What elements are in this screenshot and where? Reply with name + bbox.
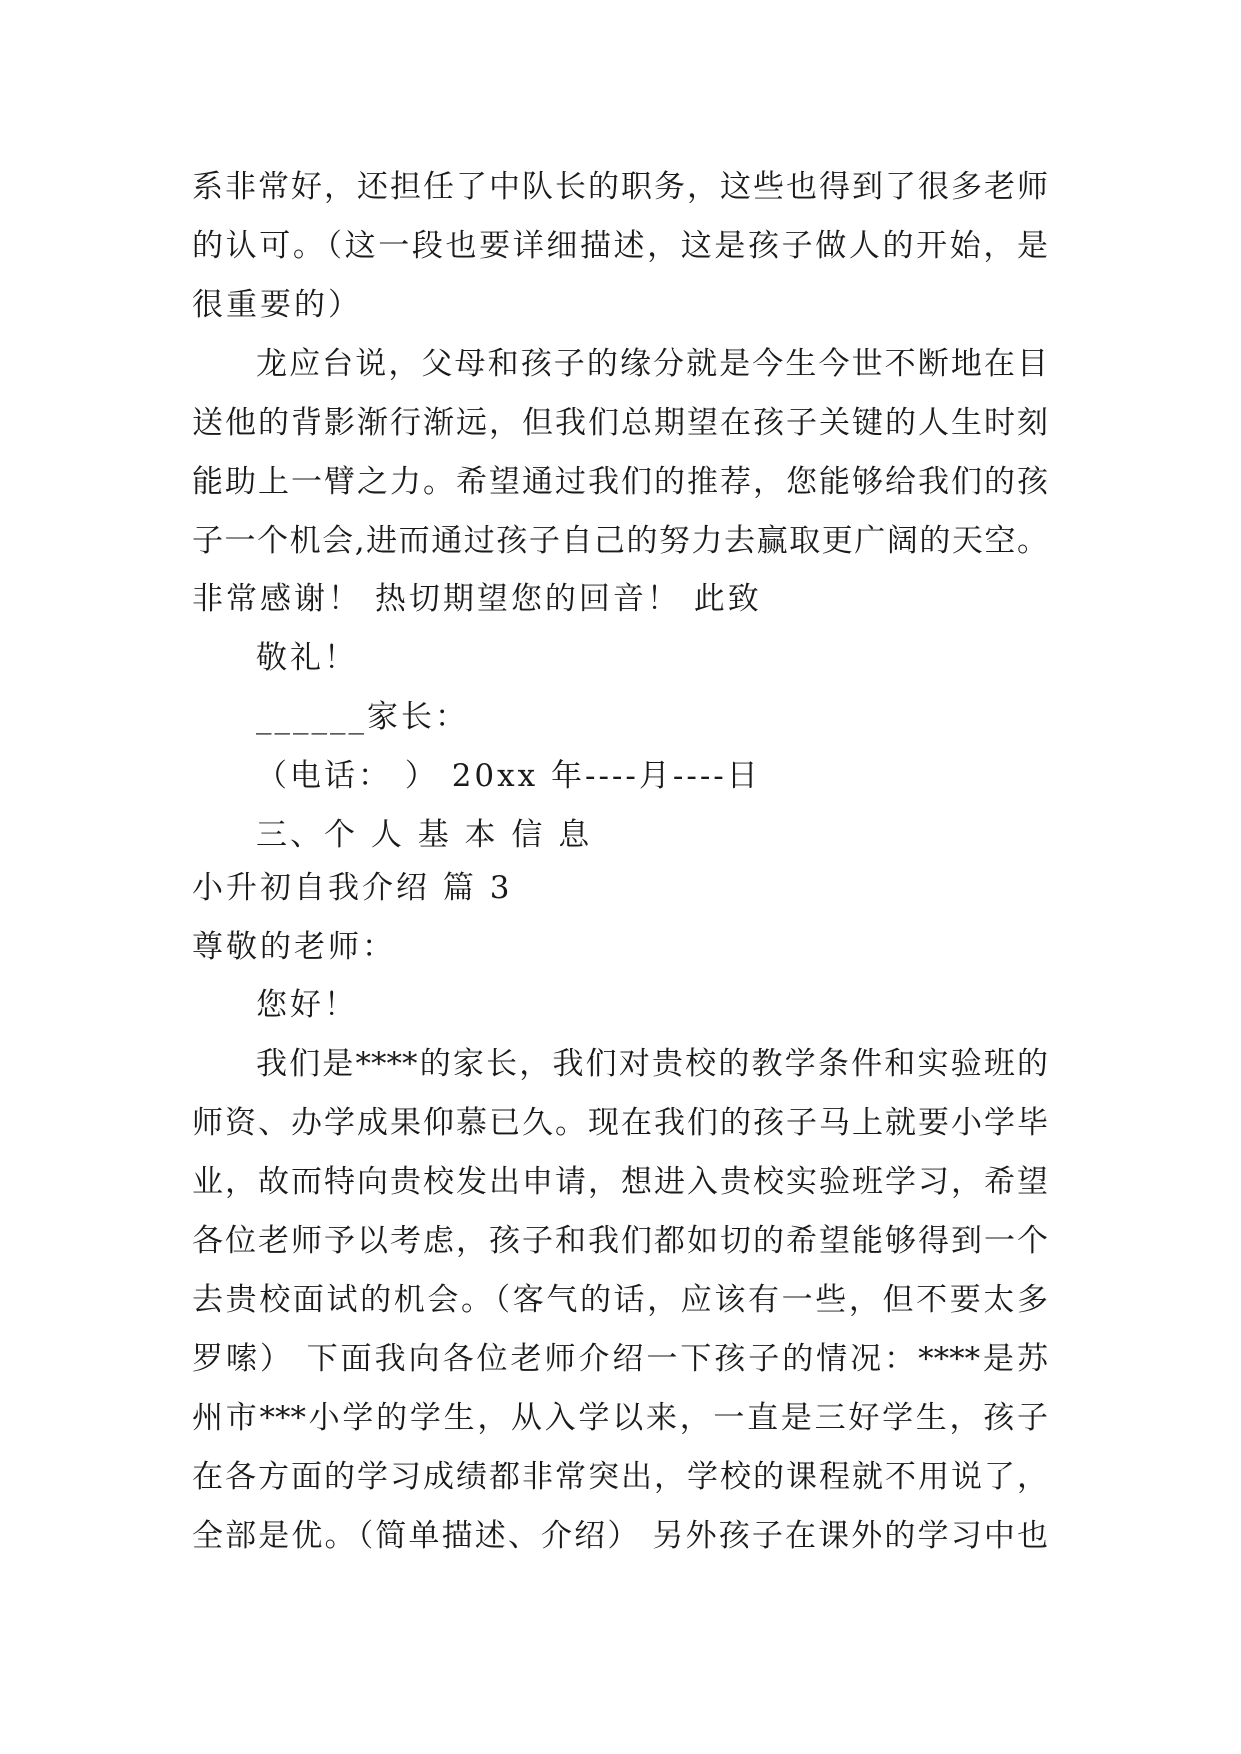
text-line: 去贵校面试的机会。（客气的话，应该有一些，但不要太多 — [192, 1282, 1048, 1318]
salutation: 尊敬的老师： — [192, 929, 396, 965]
text-line: ______家长： — [256, 699, 469, 735]
text-line: 各位老师予以考虑，孩子和我们都如切的希望能够得到一个 — [192, 1223, 1048, 1259]
text-line: 能助上一臂之力。希望通过我们的推荐，您能够给我们的孩 — [192, 464, 1048, 500]
text-line: 子一个机会,进而通过孩子自己的努力去赢取更广阔的天空。 — [192, 523, 1048, 559]
greeting: 您好！ — [256, 987, 358, 1023]
text-line: 送他的背影渐行渐远，但我们总期望在孩子关键的人生时刻 — [192, 405, 1048, 441]
text-line: 龙应台说，父母和孩子的缘分就是今生今世不断地在目 — [256, 346, 1048, 382]
text-line: 师资、办学成果仰慕已久。现在我们的孩子马上就要小学毕 — [192, 1105, 1048, 1141]
text-line: 的认可。（这一段也要详细描述，这是孩子做人的开始，是 — [192, 228, 1048, 264]
text-line: 系非常好，还担任了中队长的职务，这些也得到了很多老师 — [192, 169, 1048, 205]
text-line: 很重要的） — [192, 287, 362, 323]
text-line: 罗嗦） 下面我向各位老师介绍一下孩子的情况：****是苏 — [192, 1341, 1048, 1377]
section-title: 小升初自我介绍 篇 3 — [192, 870, 513, 906]
text-line: 敬礼！ — [256, 640, 358, 676]
text-line: 在各方面的学习成绩都非常突出，学校的课程就不用说了， — [192, 1459, 1048, 1495]
text-line: （电话： ） 20xx 年----月----日 — [256, 758, 761, 794]
text-line: 全部是优。（简单描述、介绍） 另外孩子在课外的学习中也 — [192, 1518, 1048, 1554]
text-line: 业，故而特向贵校发出申请，想进入贵校实验班学习，希望 — [192, 1164, 1048, 1200]
text-line: 我们是****的家长，我们对贵校的教学条件和实验班的 — [256, 1046, 1048, 1082]
text-line: 州市***小学的学生，从入学以来，一直是三好学生，孩子 — [192, 1400, 1048, 1436]
text-line: 非常感谢！ 热切期望您的回音！ 此致 — [192, 581, 762, 617]
section-heading: 三、个 人 基 本 信 息 — [256, 817, 593, 853]
